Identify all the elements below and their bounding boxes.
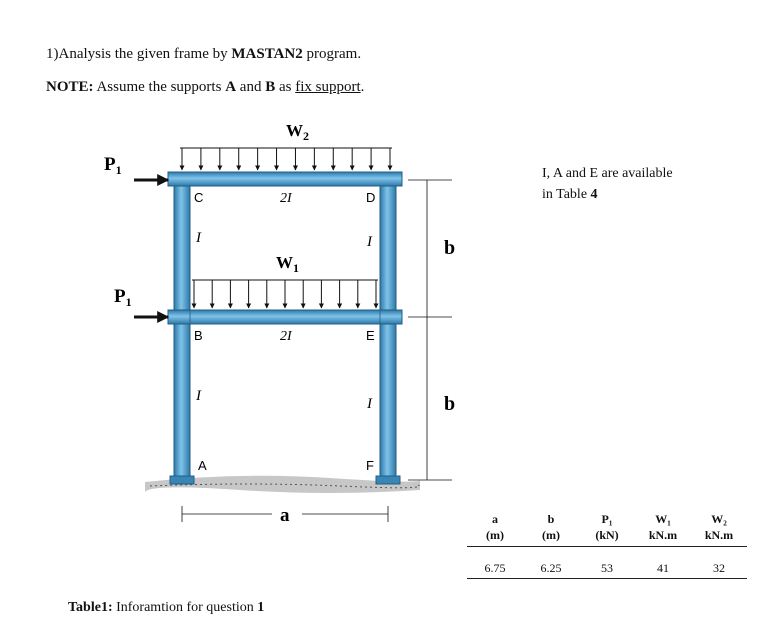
side-note-line1: I, A and E are available [542, 166, 673, 181]
table-header-cell: W₁ [655, 512, 671, 526]
side-note-line2: in Table 4 [542, 187, 598, 202]
table-unit-cell: (m) [523, 528, 579, 547]
dim-a: a [280, 505, 290, 526]
table-caption: Table1: Inforamtion for question 1 [68, 600, 265, 615]
table-unit-cell: kN.m [635, 528, 691, 547]
table-cell: 6.75 [467, 547, 523, 579]
table-unit-cell: kN.m [691, 528, 747, 547]
table-row [467, 547, 747, 579]
beam-top [168, 172, 402, 186]
question-number: 1) [46, 46, 59, 62]
node-f: F [366, 458, 374, 473]
data-table [467, 511, 747, 579]
table-unit-cell: (m) [467, 528, 523, 547]
node-d: D [366, 190, 376, 205]
table-unit-row [467, 528, 747, 547]
label-col-upper-left: I [196, 230, 201, 246]
w1-load [192, 280, 378, 308]
table-cell: 53 [579, 547, 635, 579]
table-unit-cell: (kN) [579, 528, 635, 547]
table-header-cell: P₁ [601, 512, 613, 526]
table-header-cell: a [492, 512, 498, 526]
question-title: 1)Analysis the given frame by MASTAN2 program. [46, 46, 362, 62]
label-beam-top: 2I [280, 191, 292, 206]
table-header-cell: W₂ [711, 512, 727, 526]
label-beam-middle: 2I [280, 329, 292, 344]
node-e: E [366, 328, 375, 343]
label-col-lower-right: I [367, 396, 372, 412]
beam-middle [168, 310, 402, 324]
column-left [174, 174, 190, 482]
column-right [380, 174, 396, 482]
note-label: NOTE: [46, 79, 94, 95]
note-line: NOTE: Assume the supports A and B as fix support. [46, 79, 365, 95]
p1-label-top: $P_1$ [104, 154, 122, 177]
table-cell: 32 [691, 547, 747, 579]
label-col-lower-left: I [196, 388, 201, 404]
node-c: C [194, 190, 204, 205]
side-note [542, 163, 673, 205]
table-header-row [467, 511, 747, 528]
node-a: A [198, 458, 207, 473]
support-a [170, 476, 194, 484]
table-cell: 41 [635, 547, 691, 579]
dimension-height [408, 180, 452, 480]
w2-load [180, 148, 392, 170]
fix-support-text: fix support [295, 79, 361, 95]
dim-b-upper: b [444, 237, 456, 259]
node-b: B [194, 328, 203, 343]
program-name: MASTAN2 [231, 46, 303, 62]
p1-label-middle: $P_1$ [114, 286, 132, 309]
w1-label: $W_1$ [276, 253, 299, 275]
table-header-cell: b [547, 512, 555, 526]
frame-figure [90, 110, 470, 540]
dim-b-lower: b [444, 393, 456, 415]
w2-label: $W_2$ [286, 121, 309, 143]
support-f [376, 476, 400, 484]
label-col-upper-right: I [367, 234, 372, 250]
table-cell: 6.25 [523, 547, 579, 579]
